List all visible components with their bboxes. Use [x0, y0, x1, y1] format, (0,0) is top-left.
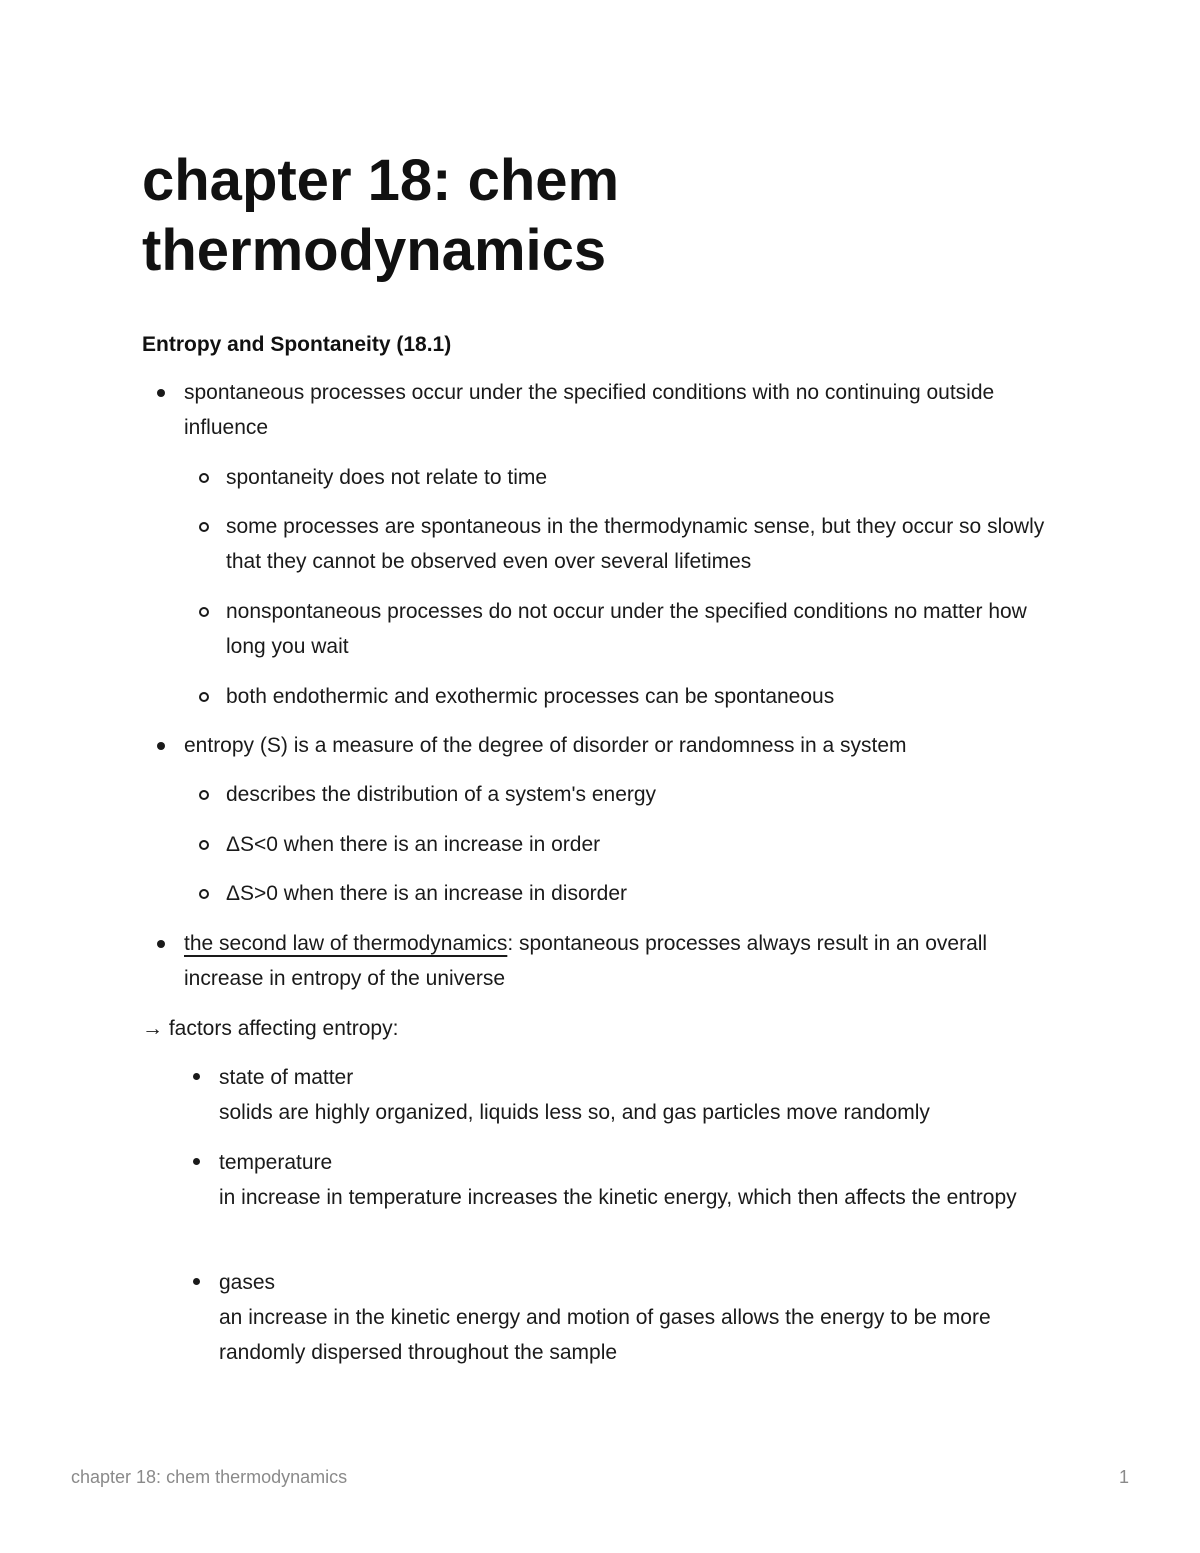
- bullet-disc-icon: [193, 1158, 200, 1165]
- list-item-text: spontaneous processes occur under the specified conditions with no continuing outside influence: [184, 381, 995, 439]
- list-item-second-law: [184, 926, 1064, 996]
- list-item-text: both endothermic and exothermic processes can be spontaneous: [226, 685, 835, 708]
- bullet-disc-icon: [157, 742, 165, 750]
- list-item-nonspontaneous: [226, 594, 1066, 664]
- list-item-slow-processes: [226, 509, 1066, 579]
- list-item-text: ΔS>0 when there is an increase in disorder: [226, 882, 627, 905]
- factor-name: temperature: [219, 1151, 333, 1174]
- bullet-disc-icon: [157, 940, 165, 948]
- bullet-disc-icon: [157, 389, 165, 397]
- list-item-text: nonspontaneous processes do not occur under the specified conditions no matter how long you wait: [226, 600, 1027, 658]
- bullet-circle-icon: [199, 692, 209, 702]
- bullet-disc-icon: [193, 1073, 200, 1080]
- list-item-text: entropy (S) is a measure of the degree of disorder or randomness in a system: [184, 734, 907, 757]
- factor-item-gases: [219, 1265, 1069, 1370]
- factors-intro: → factors affecting entropy:: [142, 1017, 399, 1040]
- second-law-text: : spontaneous processes always result in an overall increase in entropy of the universe: [184, 932, 988, 990]
- list-item-entropy-definition: [184, 728, 1064, 763]
- section-heading: Entropy and Spontaneity (18.1): [142, 333, 452, 356]
- list-item-text: ΔS<0 when there is an increase in order: [226, 833, 601, 856]
- list-item-disorder-increase: [226, 876, 1066, 911]
- factor-name: gases: [219, 1271, 276, 1294]
- factor-name: state of matter: [219, 1066, 354, 1089]
- factor-item-state-of-matter: [219, 1060, 1069, 1130]
- list-item-text: [184, 926, 1064, 996]
- bullet-circle-icon: [199, 889, 209, 899]
- list-item-spontaneous-processes: [184, 375, 1064, 445]
- list-item-text: spontaneity does not relate to time: [226, 466, 548, 489]
- factor-description: in increase in temperature increases the kinetic energy, which then affects the entropy: [219, 1186, 1017, 1209]
- factor-description: solids are highly organized, liquids less so, and gas particles move randomly: [219, 1101, 930, 1124]
- footer-page-number: 1: [1118, 1467, 1129, 1487]
- bullet-circle-icon: [199, 522, 209, 532]
- bullet-circle-icon: [199, 790, 209, 800]
- footer-title: chapter 18: chem thermodynamics: [71, 1467, 348, 1487]
- factor-description: an increase in the kinetic energy and motion of gases allows the energy to be more randomly dispersed throughout the sample: [219, 1306, 991, 1364]
- bullet-circle-icon: [199, 607, 209, 617]
- second-law-term: the second law of thermodynamics: [184, 932, 508, 955]
- list-item-energy-distribution: [226, 777, 1066, 812]
- bullet-circle-icon: [199, 473, 209, 483]
- list-item-text: describes the distribution of a system's energy: [226, 783, 657, 806]
- list-item-text: some processes are spontaneous in the thermodynamic sense, but they occur so slowly that they cannot be observed even over several lifetimes: [226, 515, 1045, 573]
- list-item-spontaneity-time: [226, 460, 1066, 495]
- factor-item-temperature: [219, 1145, 1069, 1215]
- bullet-disc-icon: [193, 1278, 200, 1285]
- bullet-circle-icon: [199, 840, 209, 850]
- list-item-order-increase: [226, 827, 1066, 862]
- page-title: chapter 18: chem thermodynamics: [142, 148, 620, 283]
- list-item-endo-exo: [226, 679, 1066, 714]
